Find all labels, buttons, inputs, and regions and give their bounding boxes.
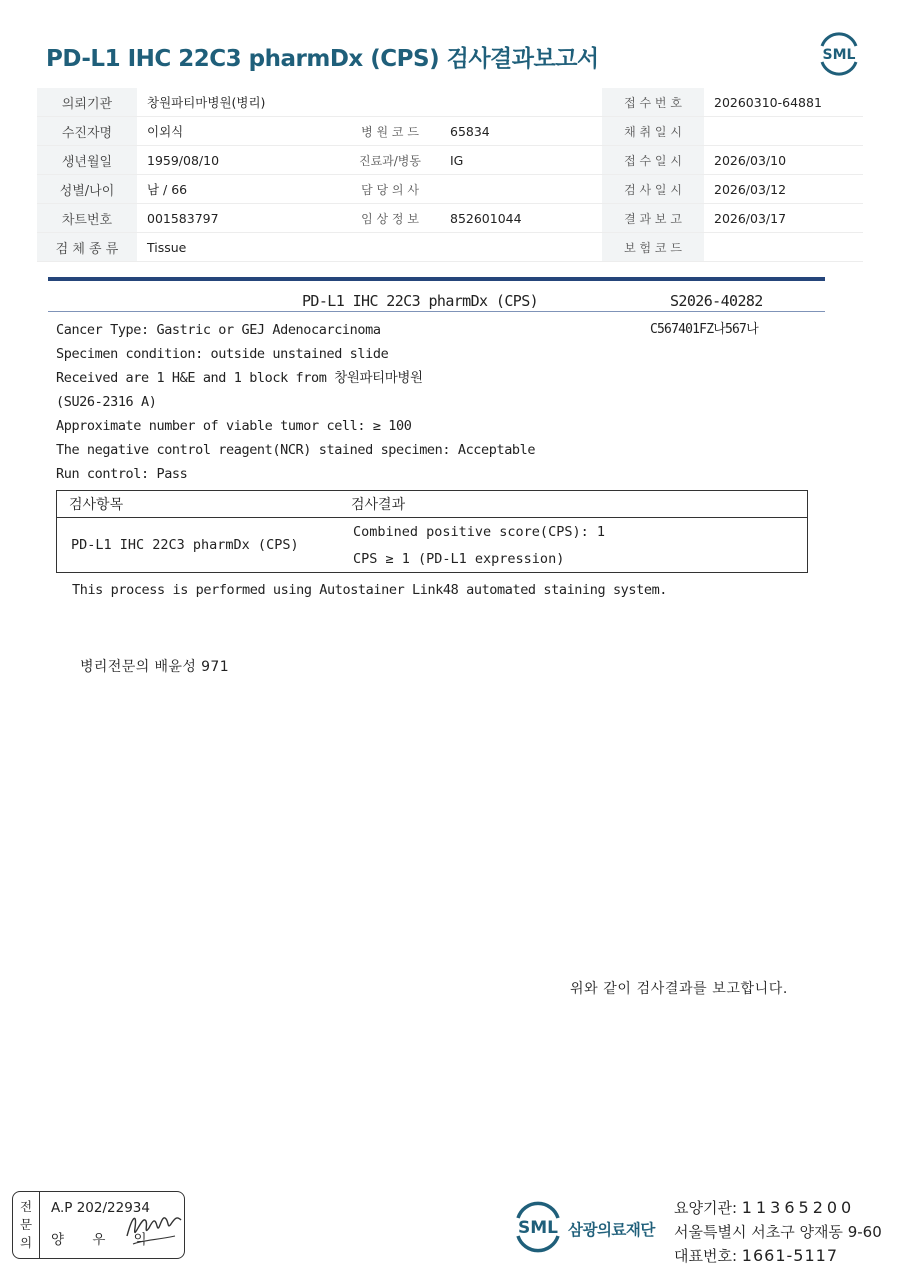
result-line-1: Combined positive score(CPS): 1 — [353, 523, 605, 540]
info-value: 창원파티마병원(병리) — [137, 88, 602, 117]
info-value: IG — [440, 146, 602, 175]
info-row — [37, 175, 863, 204]
foundation-logo — [510, 1198, 566, 1254]
info-label: 접 수 번 호 — [602, 88, 704, 117]
process-note: This process is performed using Autostainer Link48 automated staining system. — [72, 582, 668, 598]
foundation-contact — [674, 1196, 882, 1268]
result-line-2: CPS ≥ 1 (PD-L1 expression) — [353, 550, 565, 567]
stamp-side-char: 전 — [19, 1199, 33, 1214]
info-label: 담 당 의 사 — [340, 175, 440, 204]
info-value: 1959/08/10 — [137, 146, 340, 175]
detail-line: The negative control reagent(NCR) stained specimen: Acceptable — [56, 442, 536, 458]
info-label: 결 과 보 고 — [602, 204, 704, 233]
report-title: PD-L1 IHC 22C3 pharmDx (CPS) 검사결과보고서 — [46, 46, 599, 72]
phone-label: 대표번호: — [674, 1247, 738, 1265]
phone-number: 1661-5117 — [741, 1246, 839, 1265]
info-value: 65834 — [440, 117, 602, 146]
closing-statement: 위와 같이 검사결과를 보고합니다. — [570, 981, 788, 997]
foundation-name: 삼광의료재단 — [568, 1221, 655, 1239]
info-row — [37, 88, 863, 117]
sml-logo — [814, 28, 864, 78]
section-rule-thin — [48, 311, 825, 312]
info-value — [440, 175, 602, 204]
pathologist-stamp — [12, 1191, 185, 1259]
section-rule-thick — [48, 277, 825, 281]
sml-logo-text: SML — [822, 47, 856, 63]
institution-code-label: 요양기관: — [674, 1199, 738, 1217]
info-value: 852601044 — [440, 204, 602, 233]
info-label: 검 체 종 류 — [37, 233, 137, 262]
foundation-logo-text: SML — [518, 1218, 558, 1238]
info-value: 2026/03/12 — [704, 175, 863, 204]
info-label: 의뢰기관 — [37, 88, 137, 117]
stamp-side-char: 문 — [19, 1217, 33, 1232]
institution-code: 11365200 — [741, 1198, 856, 1217]
report-code: C567401FZ나567나 — [650, 322, 758, 337]
info-label: 병 원 코 드 — [340, 117, 440, 146]
info-label: 수진자명 — [37, 117, 137, 146]
detail-line: Approximate number of viable tumor cell: ≥ 100 — [56, 418, 412, 434]
info-label: 검 사 일 시 — [602, 175, 704, 204]
specimen-details — [56, 318, 535, 486]
detail-line: Run control: Pass — [56, 466, 188, 482]
info-value: 이외식 — [137, 117, 340, 146]
signature-icon — [123, 1206, 185, 1250]
info-value: 2026/03/17 — [704, 204, 863, 233]
info-value: 2026/03/10 — [704, 146, 863, 175]
info-label: 진료과/병동 — [340, 146, 440, 175]
info-value: 20260310-64881 — [704, 88, 863, 117]
info-label: 생년월일 — [37, 146, 137, 175]
stamp-side-label — [13, 1192, 40, 1258]
info-label: 성별/나이 — [37, 175, 137, 204]
report-number: S2026-40282 — [670, 292, 763, 310]
foundation-address: 서울특별시 서초구 양재동 9-60 — [674, 1223, 882, 1241]
detail-line: Specimen condition: outside unstained slide — [56, 346, 389, 362]
stamp-name: 양 우 익 — [51, 1232, 159, 1248]
report-test-name: PD-L1 IHC 22C3 pharmDx (CPS) — [302, 292, 539, 310]
detail-line: Cancer Type: Gastric or GEJ Adenocarcinoma — [56, 322, 381, 338]
result-table — [56, 490, 808, 573]
info-value — [704, 117, 863, 146]
test-item-cell: PD-L1 IHC 22C3 pharmDx (CPS) — [71, 537, 299, 553]
info-label: 접 수 일 시 — [602, 146, 704, 175]
info-label: 임 상 정 보 — [340, 204, 440, 233]
info-value: Tissue — [137, 233, 602, 262]
info-label: 보 험 코 드 — [602, 233, 704, 262]
col-header-result: 검사결과 — [339, 491, 808, 518]
stamp-side-char: 의 — [19, 1235, 33, 1250]
info-row — [37, 146, 863, 175]
pathologist-line: 병리전문의 배윤성 971 — [80, 659, 230, 675]
detail-line: (SU26-2316 A) — [56, 394, 157, 410]
info-label: 차트번호 — [37, 204, 137, 233]
info-row — [37, 233, 863, 262]
info-row — [37, 117, 863, 146]
info-value: 001583797 — [137, 204, 340, 233]
stamp-ap-number: A.P 202/22934 — [51, 1200, 150, 1216]
detail-line: Received are 1 H&E and 1 block from 창원파티마병원 — [56, 370, 423, 386]
info-value: 남 / 66 — [137, 175, 340, 204]
patient-info-table — [37, 88, 863, 262]
col-header-test-item: 검사항목 — [57, 491, 340, 518]
info-value — [704, 233, 863, 262]
info-row — [37, 204, 863, 233]
info-label: 채 취 일 시 — [602, 117, 704, 146]
